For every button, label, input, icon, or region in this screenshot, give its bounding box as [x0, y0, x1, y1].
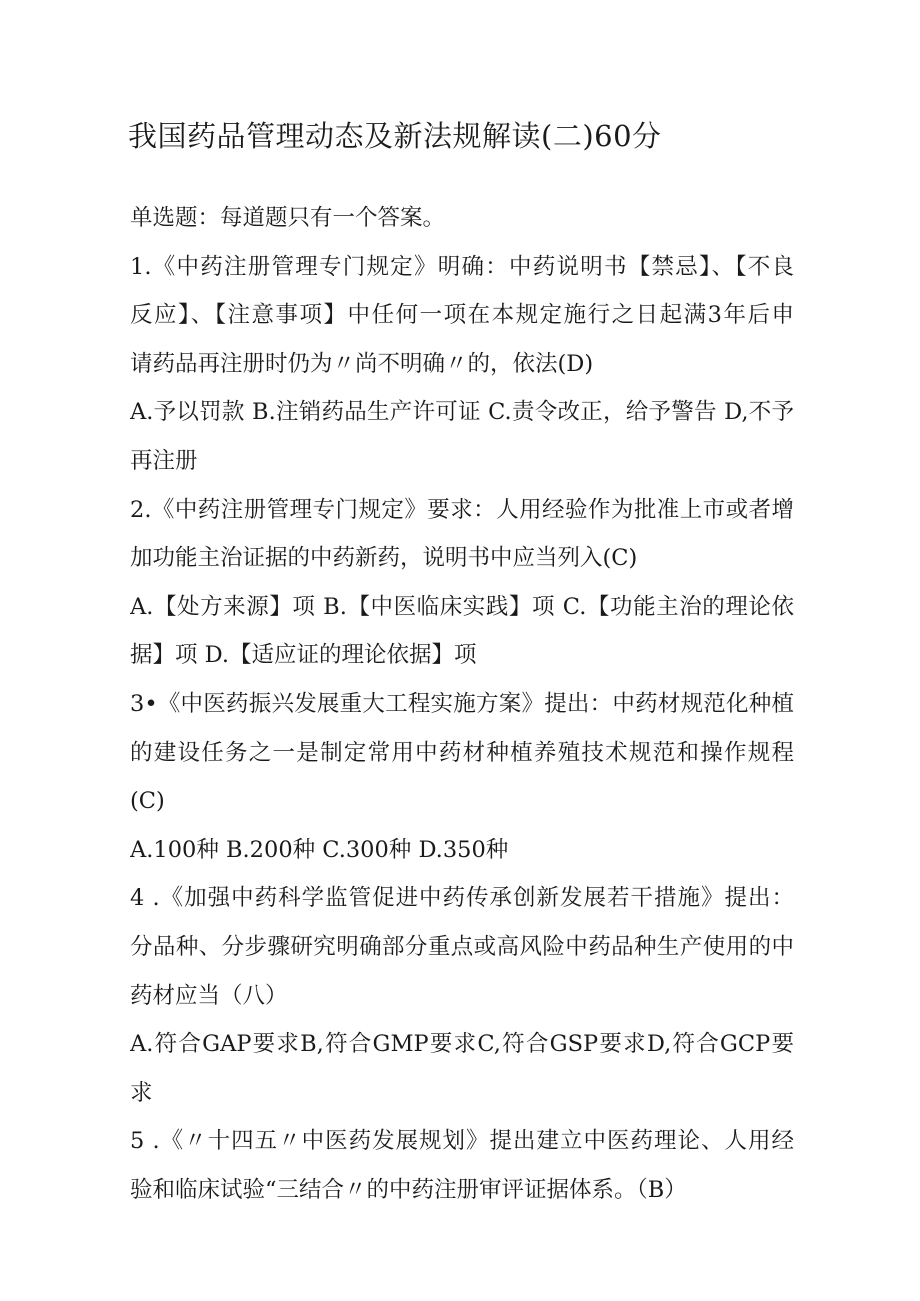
- question-2-text: 加功能主治证据的中药新药，说明书中应当列入(C): [130, 545, 638, 572]
- question-1-text: 1.《中药注册管理专门规定》明确：中药说明书【禁忌】、【不良: [130, 253, 794, 280]
- question-2-options: A.【处方来源】项 B.【中医临床实践】项 C.【功能主治的理论依: [130, 593, 794, 620]
- question-3-options: A.100种 B.200种 C.300种 D.350种: [130, 836, 509, 863]
- question-3-text: (C): [130, 788, 165, 815]
- question-4-options: A.符合GAP要求B,符合GMP要求C,符合GSP要求D,符合GCP要: [130, 1031, 794, 1058]
- question-5-text: 验和临床试验“三结合〃的中药注册审评证据体系。（B）: [130, 1176, 687, 1203]
- document-body: [130, 194, 794, 1214]
- instruction-line: 单选题：每道题只有一个答案。: [130, 205, 446, 231]
- document-title: 我国药品管理动态及新法规解读(二)60分: [128, 119, 662, 153]
- question-5-text: 5 .《〃十四五〃中医药发展规划》提出建立中医药理论、人用经: [130, 1128, 794, 1155]
- question-4-options: 求: [130, 1079, 153, 1106]
- question-1-options: 再注册: [130, 447, 198, 474]
- question-2-text: 2.《中药注册管理专门规定》要求：人用经验作为批准上市或者增: [130, 496, 794, 523]
- question-4-text: 药材应当（八）: [130, 982, 288, 1009]
- question-4-text: 分品种、分步骤研究明确部分重点或高风险中药品种生产使用的中: [130, 933, 794, 960]
- question-3-text: 的建设任务之一是制定常用中药材种植养殖技术规范和操作规程: [130, 739, 794, 766]
- question-4-text: 4 .《加强中药科学监管促进中药传承创新发展若干措施》提出：: [130, 885, 794, 912]
- question-1-options: A.予以罚款 B.注销药品生产许可证 C.责令改正，给予警告 D,不予: [130, 399, 794, 426]
- question-1-text: 请药品再注册时仍为〃尚不明确〃的，依法(D): [130, 350, 594, 377]
- question-1-text: 反应】、【注意事项】中任何一项在本规定施行之日起满3年后申: [130, 302, 794, 329]
- question-2-options: 据】项 D.【适应证的理论依据】项: [130, 642, 477, 669]
- question-3-text: 3•《中医药振兴发展重大工程实施方案》提出：中药材规范化种植: [130, 690, 794, 717]
